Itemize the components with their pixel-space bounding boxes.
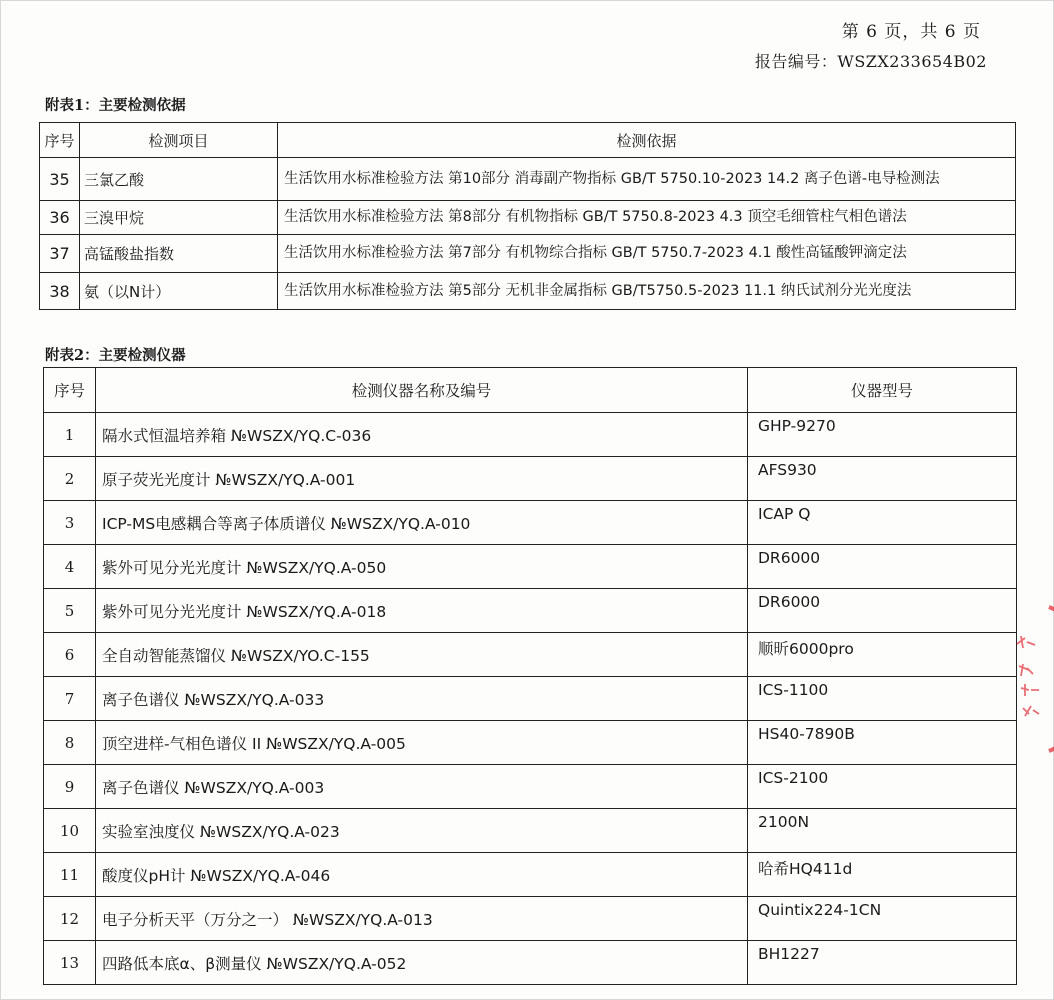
row-no: 2 — [44, 457, 96, 501]
table-row — [40, 273, 1016, 310]
row-no: 11 — [44, 853, 96, 897]
row-no: 12 — [44, 897, 96, 941]
row-no: 7 — [44, 677, 96, 721]
table-row — [44, 853, 1017, 897]
table-row — [44, 721, 1017, 765]
row-no: 10 — [44, 809, 96, 853]
table-row — [44, 501, 1017, 545]
row-instrument: ICP-MS电感耦合等离子体质谱仪 №WSZX/YQ.A-010 — [96, 501, 748, 545]
row-item: 三氯乙酸 — [80, 158, 278, 201]
row-basis: 生活饮用水标准检验方法 第10部分 消毒副产物指标 GB/T 5750.10-2023 14.2 离子色谱-电导检测法 — [278, 158, 1016, 201]
row-model: 2100N — [748, 809, 1017, 853]
detection-basis-table — [39, 122, 1016, 310]
header-model: 仪器型号 — [748, 368, 1017, 413]
row-instrument: 顶空进样-气相色谱仪 II №WSZX/YQ.A-005 — [96, 721, 748, 765]
row-instrument: 隔水式恒温培养箱 №WSZX/YQ.C-036 — [96, 413, 748, 457]
header-basis: 检测依据 — [278, 123, 1016, 158]
row-instrument: 离子色谱仪 №WSZX/YQ.A-003 — [96, 765, 748, 809]
table-row — [44, 589, 1017, 633]
seal-glyph-strokes — [1017, 636, 1039, 716]
row-instrument: 酸度仪pH计 №WSZX/YQ.A-046 — [96, 853, 748, 897]
table-row — [40, 235, 1016, 273]
row-no: 3 — [44, 501, 96, 545]
table-row — [44, 413, 1017, 457]
seal-ring — [1049, 607, 1054, 751]
table-row — [44, 897, 1017, 941]
header-no: 序号 — [44, 368, 96, 413]
row-basis: 生活饮用水标准检验方法 第5部分 无机非金属指标 GB/T5750.5-2023 11.1 纳氏试剂分光光度法 — [278, 273, 1016, 310]
row-instrument: 电子分析天平（万分之一） №WSZX/YQ.A-013 — [96, 897, 748, 941]
official-seal-stamp — [1009, 604, 1054, 754]
table1-title: 附表1：主要检测依据 — [45, 97, 186, 114]
row-model: BH1227 — [748, 941, 1017, 985]
report-number: 报告编号：WSZX233654B02 — [754, 52, 987, 71]
row-no: 5 — [44, 589, 96, 633]
row-no: 37 — [40, 235, 80, 273]
row-no: 4 — [44, 545, 96, 589]
row-no: 35 — [40, 158, 80, 201]
row-model: ICS-1100 — [748, 677, 1017, 721]
row-basis: 生活饮用水标准检验方法 第8部分 有机物指标 GB/T 5750.8-2023 4.3 顶空毛细管柱气相色谱法 — [278, 201, 1016, 235]
row-instrument: 全自动智能蒸馏仪 №WSZX/YO.C-155 — [96, 633, 748, 677]
table-row — [44, 677, 1017, 721]
row-no: 9 — [44, 765, 96, 809]
row-instrument: 原子荧光光度计 №WSZX/YQ.A-001 — [96, 457, 748, 501]
instrument-table — [43, 367, 1017, 985]
row-no: 38 — [40, 273, 80, 310]
row-no: 1 — [44, 413, 96, 457]
table-row — [40, 201, 1016, 235]
row-model: HS40-7890B — [748, 721, 1017, 765]
row-item: 三溴甲烷 — [80, 201, 278, 235]
table-row — [44, 941, 1017, 985]
table-row — [44, 765, 1017, 809]
table2-title: 附表2：主要检测仪器 — [45, 347, 186, 364]
page-number: 第 6 页，共 6 页 — [841, 22, 981, 42]
row-instrument: 实验室浊度仪 №WSZX/YQ.A-023 — [96, 809, 748, 853]
row-instrument: 四路低本底α、β测量仪 №WSZX/YQ.A-052 — [96, 941, 748, 985]
table-row — [40, 158, 1016, 201]
header-item: 检测项目 — [80, 123, 278, 158]
row-model: DR6000 — [748, 589, 1017, 633]
row-model: 顺昕6000pro — [748, 633, 1017, 677]
table-header-row — [44, 368, 1017, 413]
header-name: 检测仪器名称及编号 — [96, 368, 748, 413]
row-no: 13 — [44, 941, 96, 985]
table-row — [44, 633, 1017, 677]
row-instrument: 离子色谱仪 №WSZX/YQ.A-033 — [96, 677, 748, 721]
table-row — [44, 457, 1017, 501]
row-model: ICS-2100 — [748, 765, 1017, 809]
row-model: DR6000 — [748, 545, 1017, 589]
table-row — [44, 545, 1017, 589]
header-no: 序号 — [40, 123, 80, 158]
row-model: GHP-9270 — [748, 413, 1017, 457]
row-model: Quintix224-1CN — [748, 897, 1017, 941]
row-no: 8 — [44, 721, 96, 765]
row-model: 哈希HQ411d — [748, 853, 1017, 897]
row-basis: 生活饮用水标准检验方法 第7部分 有机物综合指标 GB/T 5750.7-2023 4.1 酸性高锰酸钾滴定法 — [278, 235, 1016, 273]
table-header-row — [40, 123, 1016, 158]
row-no: 36 — [40, 201, 80, 235]
row-no: 6 — [44, 633, 96, 677]
row-instrument: 紫外可见分光光度计 №WSZX/YQ.A-050 — [96, 545, 748, 589]
row-item: 高锰酸盐指数 — [80, 235, 278, 273]
table-row — [44, 809, 1017, 853]
row-model: ICAP Q — [748, 501, 1017, 545]
row-item: 氨（以N计） — [80, 273, 278, 310]
row-instrument: 紫外可见分光光度计 №WSZX/YQ.A-018 — [96, 589, 748, 633]
row-model: AFS930 — [748, 457, 1017, 501]
